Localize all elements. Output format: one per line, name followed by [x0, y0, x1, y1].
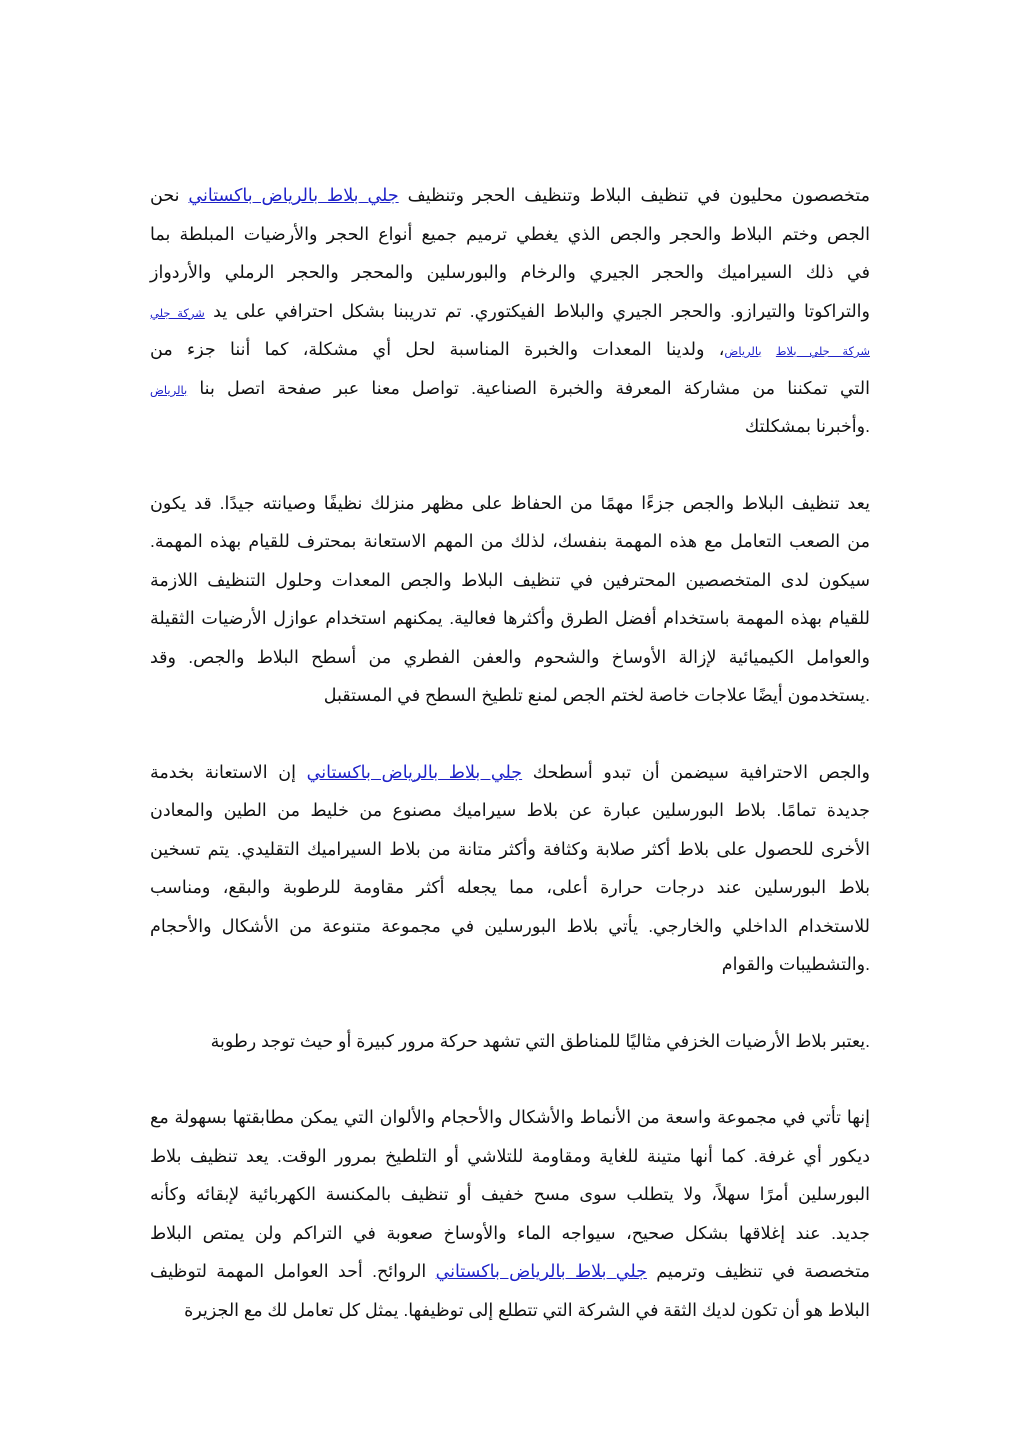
- paragraph: [150, 753, 870, 984]
- text-run: [762, 339, 776, 359]
- text-line: [150, 753, 870, 792]
- text-line: [150, 484, 870, 523]
- text-line: [150, 1291, 870, 1330]
- text-run: الجص وختم البلاط والحجر والجص الذي يغطي ترميم جميع أنواع الحجر والأرضيات المبلطة بما: [150, 223, 870, 244]
- document-page: [150, 176, 870, 1329]
- text-run: ، ولدينا المعدات والخبرة المناسبة لحل أي مشكلة، كما أننا جزء من: [150, 339, 725, 359]
- text-run: الروائح. أحد العوامل المهمة لتوظيف: [150, 1261, 436, 1281]
- text-line: [150, 1022, 870, 1061]
- text-run: البلاط هو أن تكون لديك الثقة في الشركة التي تتطلع إلى توظيفها. يمثل كل تعامل لك مع الجزيرة: [184, 1299, 870, 1320]
- text-run: والتراكوتا والتيرازو. والحجر الجيري والبلاط الفيكتوري. تم تدريبنا بشكل احترافي على يد: [204, 300, 870, 321]
- text-run: للاستخدام الداخلي والخارجي. يأتي بلاط البورسلين في مجموعة متنوعة من الأشكال والأحجام: [150, 915, 870, 936]
- text-run: سيكون لدى المتخصصين المحترفين في تنظيف البلاط والجص المعدات وحلول التنظيف اللازمة: [150, 569, 870, 590]
- hyperlink[interactable]: جلي بلاط بالرياض باكستاني: [435, 1261, 647, 1281]
- paragraph-gap: [150, 715, 870, 753]
- text-run: متخصصة في تنظيف وترميم: [646, 1261, 870, 1281]
- text-line: [150, 638, 870, 677]
- text-line: [150, 1098, 870, 1137]
- paragraph-gap: [150, 1060, 870, 1098]
- text-run: التي تمكننا من مشاركة المعرفة والخبرة الصناعية. تواصل معنا عبر صفحة اتصل بنا: [187, 377, 870, 398]
- text-line: [150, 945, 870, 984]
- text-run: للقيام بهذه المهمة باستخدام أفضل الطرق وأكثرها فعالية. يمكنهم استخدام عوازل الأرضيات الثقيلة: [150, 608, 870, 628]
- text-line: [150, 522, 870, 561]
- text-run: جديد. عند إغلاقها بشكل صحيح، سيواجه الماء والأوساخ صعوبة في التراكم ولن يمتص البلاط: [150, 1222, 870, 1243]
- paragraph: [150, 484, 870, 715]
- text-line: [150, 1175, 870, 1214]
- text-line: [150, 1214, 870, 1253]
- hyperlink[interactable]: شركة جلي بلاط: [775, 346, 870, 358]
- text-run: إن الاستعانة بخدمة: [150, 761, 307, 782]
- text-line: [150, 1137, 870, 1176]
- text-run: نحن: [150, 185, 189, 205]
- text-line: [150, 676, 870, 715]
- text-line: [150, 292, 870, 331]
- text-run: البورسلين أمرًا سهلاً، ولا يتطلب سوى مسح خفيف أو تنظيف بالمكنسة الكهربائية لإبقائه وكأنه: [150, 1184, 870, 1204]
- text-line: [150, 369, 870, 408]
- text-run: بلاط البورسلين عند درجات حرارة أعلى، مما يجعله أكثر مقاومة للرطوبة والبقع، ومناسب: [150, 877, 870, 897]
- paragraph: [150, 1098, 870, 1329]
- text-run: .والتشطيبات والقوام: [721, 954, 870, 974]
- paragraph: [150, 1022, 870, 1061]
- text-run: من الصعب التعامل مع هذه المهمة بنفسك، لذلك من المهم الاستعانة بمحترف للقيام بهذه المهمة.: [150, 531, 870, 551]
- text-run: إنها تأتي في مجموعة واسعة من الأنماط والأشكال والأحجام والألوان التي يمكن مطابقتها بسهولة مع: [150, 1107, 870, 1127]
- text-line: [150, 791, 870, 830]
- paragraph: [150, 176, 870, 446]
- text-run: جديدة تمامًا. بلاط البورسلين عبارة عن بلاط سيراميك مصنوع من خليط من الطين والمعادن: [150, 800, 870, 820]
- text-line: [150, 407, 870, 446]
- text-line: [150, 599, 870, 638]
- text-line: [150, 1252, 870, 1291]
- hyperlink[interactable]: شركة جلي: [150, 307, 205, 320]
- text-run: يعد تنظيف البلاط والجص جزءًا مهمًا من الحفاظ على مظهر منزلك نظيفًا وصيانته جيدًا. قد يكون: [150, 492, 870, 513]
- text-run: ديكور أي غرفة. كما أنها متينة للغاية ومقاومة للتلاشي أو التلطيخ بمرور الوقت. يعد تنظيف بلاط: [150, 1145, 870, 1166]
- text-line: [150, 176, 870, 215]
- hyperlink[interactable]: بالرياض: [150, 384, 188, 397]
- hyperlink[interactable]: بالرياض: [724, 346, 762, 358]
- text-run: والعوامل الكيميائية لإزالة الأوساخ والشحوم والعفن الفطري من أسطح البلاط والجص. وقد: [150, 646, 870, 667]
- text-line: [150, 561, 870, 600]
- text-line: [150, 330, 870, 369]
- text-run: في ذلك السيراميك والحجر الجيري والرخام والبورسلين والمحجر والحجر الرملي والأردواز: [150, 262, 870, 282]
- paragraph-gap: [150, 446, 870, 484]
- text-run: .يعتبر بلاط الأرضيات الخزفي مثاليًا للمناطق التي تشهد حركة مرور كبيرة أو حيث توجد رطوبة: [210, 1030, 870, 1051]
- paragraph-gap: [150, 984, 870, 1022]
- text-run: والجص الاحترافية سيضمن أن تبدو أسطحك: [522, 761, 870, 782]
- text-line: [150, 830, 870, 869]
- text-line: [150, 215, 870, 254]
- text-line: [150, 868, 870, 907]
- text-run: متخصصون محليون في تنظيف البلاط وتنظيف الحجر وتنظيف: [398, 185, 870, 205]
- hyperlink[interactable]: جلي بلاط بالرياض باكستاني: [188, 185, 399, 205]
- hyperlink[interactable]: جلي بلاط بالرياض باكستاني: [306, 761, 523, 782]
- text-line: [150, 907, 870, 946]
- text-run: .وأخبرنا بمشكلتك: [744, 416, 870, 436]
- text-run: الأخرى للحصول على بلاط أكثر صلابة وكثافة وأكثر متانة من بلاط السيراميك التقليدي. يتم تسخين: [150, 838, 870, 859]
- text-line: [150, 253, 870, 292]
- text-run: .يستخدمون أيضًا علاجات خاصة لختم الجص لمنع تلطيخ السطح في المستقبل: [323, 685, 870, 705]
